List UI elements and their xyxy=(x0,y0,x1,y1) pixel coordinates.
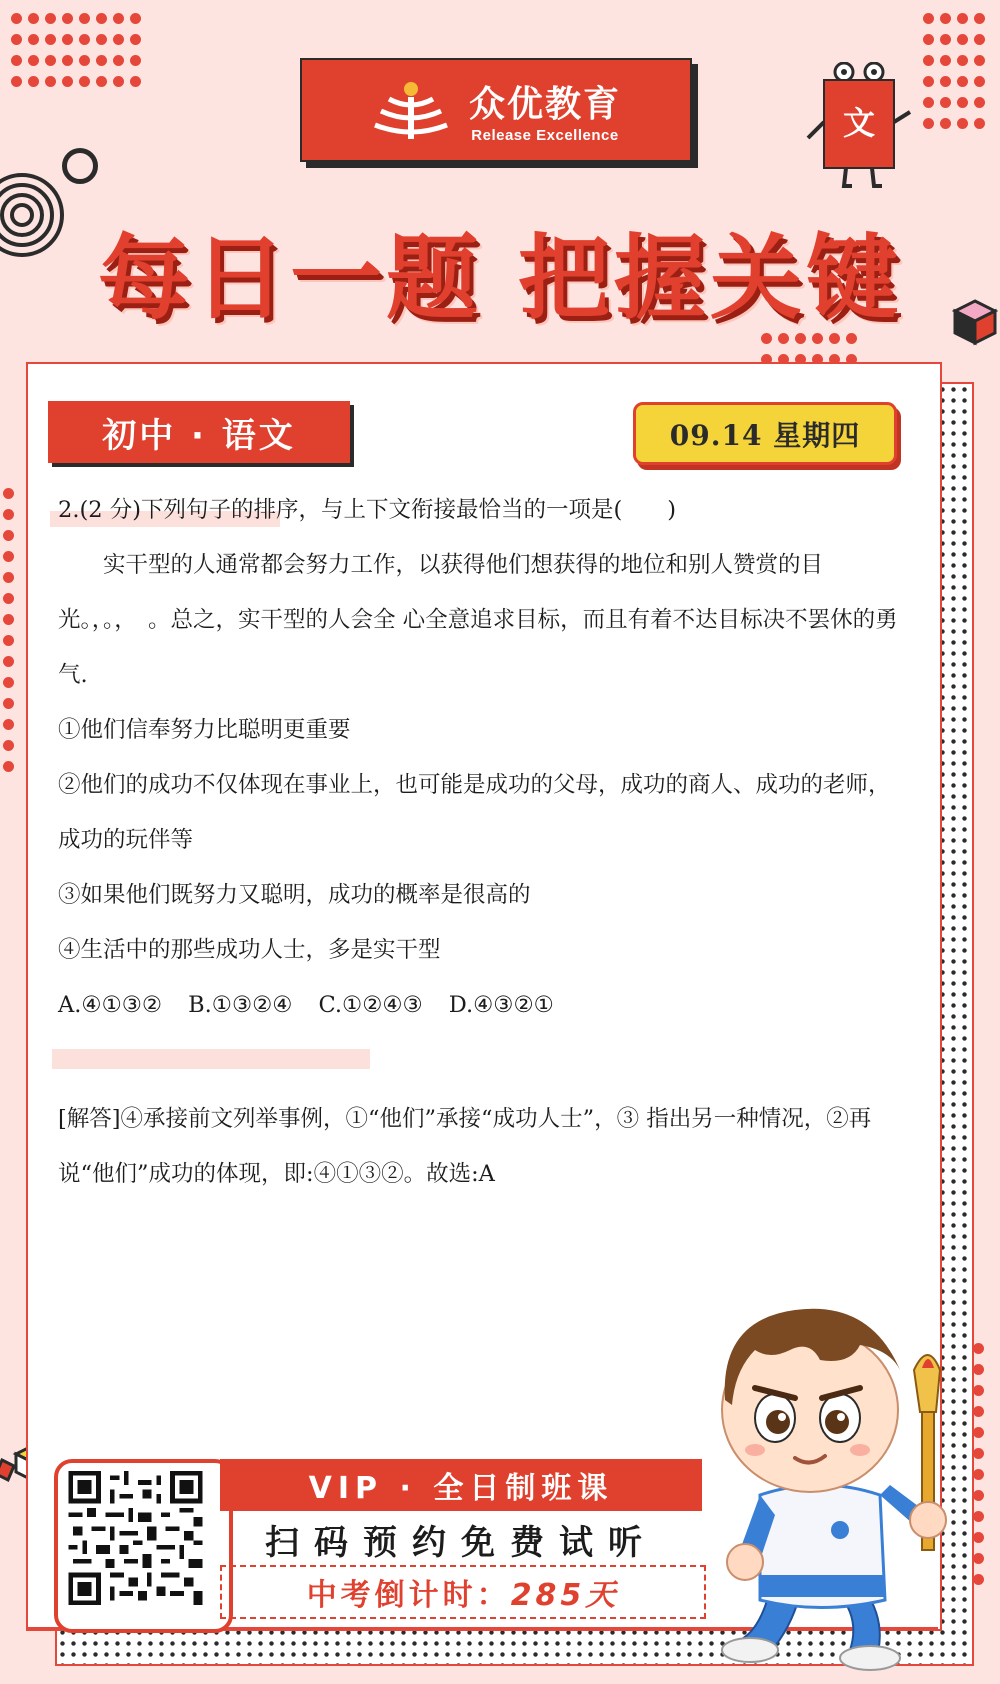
dot-pattern-left-mid xyxy=(0,485,28,779)
brand-logo-banner xyxy=(300,58,692,162)
mascot-char: 文 xyxy=(842,104,876,142)
question-content xyxy=(58,483,906,1202)
brand-name-en: Release Excellence xyxy=(471,127,619,144)
ring-decoration xyxy=(62,148,98,184)
exam-countdown xyxy=(220,1565,706,1619)
question-stem-line xyxy=(58,483,906,538)
scan-prompt: 扫码预约免费试听 xyxy=(265,1523,657,1563)
question-item: ④生活中的那些成功人士，多是实干型 xyxy=(58,937,441,963)
subject-tag: 初中 · 语文 xyxy=(48,401,350,463)
date-tag: 09.14 星期四 xyxy=(633,402,897,465)
dot-pattern-bottom-right xyxy=(970,1340,1000,1592)
question-item: ②他们的成功不仅体现在事业上，也可能是成功的父母，成功的商人、成功的老师，成功的玩伴等 xyxy=(58,772,891,853)
option-a: A.④①③② xyxy=(58,992,163,1018)
countdown-value: 285天 xyxy=(510,1578,620,1613)
dot-pattern-top-right xyxy=(920,10,1000,136)
headline: 每日一题 把握关键 xyxy=(97,225,903,332)
option-b: B.①③②④ xyxy=(188,992,293,1018)
option-d: D.④③②① xyxy=(448,992,554,1018)
question-stem: 2.(2 分)下列句子的排序，与上下文衔接最恰当的一项是( ) xyxy=(58,497,677,523)
question-item: ③如果他们既努力又聪明，成功的概率是很高的 xyxy=(58,882,531,908)
book-mascot-icon xyxy=(806,62,916,192)
answer-separator-bar xyxy=(52,1049,370,1069)
countdown-label: 中考倒计时： xyxy=(306,1578,511,1613)
brand-name-cn: 众优教育 xyxy=(468,84,621,125)
answer-options xyxy=(58,978,906,1033)
dot-pattern-top-left xyxy=(8,10,158,94)
question-item: ①他们信奉努力比聪明更重要 xyxy=(58,717,351,743)
question-passage: 实干型的人通常都会努力工作，以获得他们想获得的地位和别人赞赏的目光。，。， 。总之，实干型的人会全 心全意追求目标，而且有着不达目标决不罢休的勇气. xyxy=(58,552,898,688)
brand-logo-icon xyxy=(371,79,451,141)
qr-code[interactable] xyxy=(54,1459,233,1633)
vip-course-banner: VIP · 全日制班课 xyxy=(220,1459,702,1511)
answer-explanation: [解答]④承接前文列举事例，①“他们”承接“成功人士”，③ 指出另一种情况，②再说“他们”成功的体现，即:④①③②。故选:A xyxy=(58,1106,872,1187)
option-c: C.①②④③ xyxy=(318,992,423,1018)
student-mascot-illustration xyxy=(700,1290,970,1680)
